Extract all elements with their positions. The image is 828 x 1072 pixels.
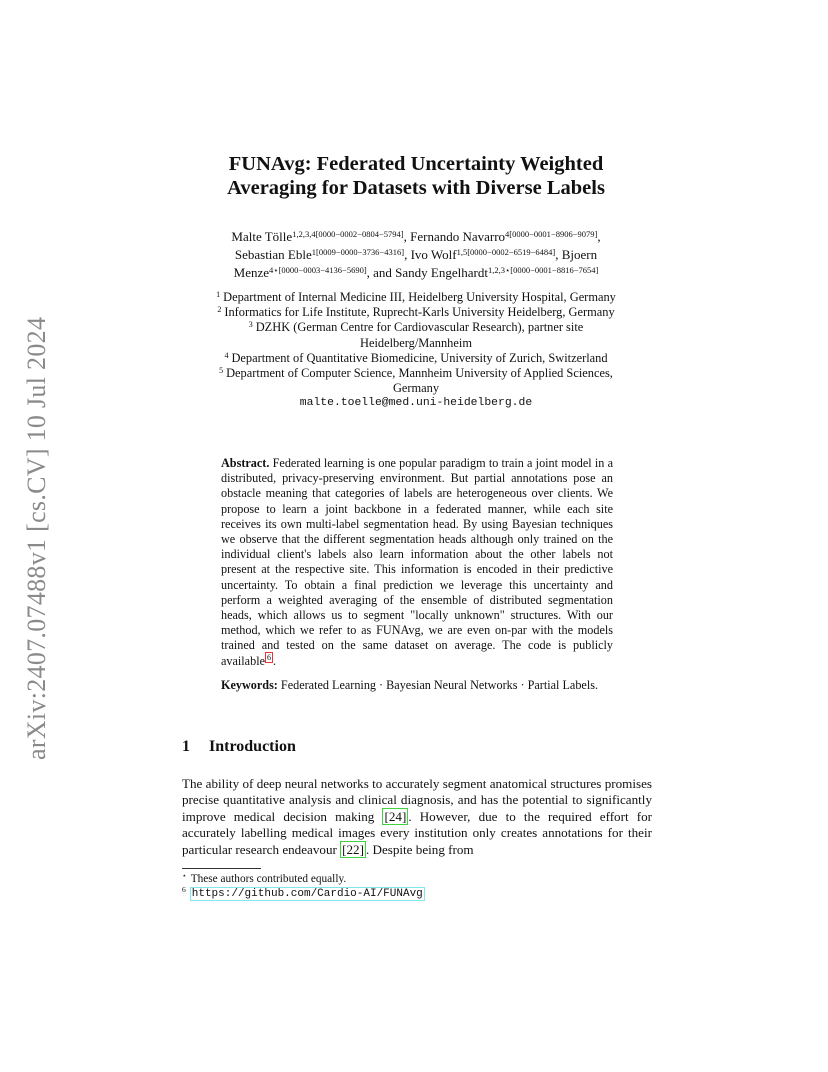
citation-22[interactable]: [22]	[342, 841, 364, 857]
footnote-equal-contribution	[182, 872, 346, 886]
abstract-end: .	[272, 653, 277, 668]
keywords-label: Keywords:	[221, 678, 278, 692]
footnote-rule	[182, 868, 261, 869]
keywords-text: Federated Learning · Bayesian Neural Networks · Partial Labels.	[280, 678, 599, 692]
footnote-code-link	[182, 886, 425, 901]
section-title: Introduction	[209, 738, 296, 755]
affiliation	[170, 305, 662, 320]
author-affil-orcid: 4[0000−0001−8906−9079]	[505, 229, 598, 239]
author-line-3	[160, 264, 672, 282]
author-name: Menze	[233, 265, 270, 280]
affiliation	[170, 290, 662, 305]
author-separator: ,	[597, 229, 601, 244]
affiliation-number: 2	[217, 305, 222, 315]
affiliation-number: 4	[224, 350, 229, 360]
author-name: , Ivo Wolf	[404, 247, 457, 262]
affiliation-number: 5	[219, 366, 224, 376]
affiliation-number: 3	[248, 320, 253, 330]
affiliation-text: DZHK (German Centre for Cardiovascular Research), partner site Heidelberg/Mannheim	[255, 320, 584, 350]
affiliation-text: Department of Internal Medicine III, Heidelberg University Hospital, Germany	[223, 290, 616, 304]
footnote-mark: ⋆	[182, 871, 187, 880]
footnote-text: These authors contributed equally.	[190, 873, 347, 885]
author-name: , Fernando Navarro	[403, 229, 506, 244]
arxiv-stamp: arXiv:2407.07488v1 [cs.CV] 10 Jul 2024	[22, 316, 51, 760]
intro-text: The ability of deep neural networks to accurately segment anatomical structures promises precise quantitative analysis and clinical diagnosis, and has the potential to significantly improve medical decision making	[182, 776, 652, 824]
intro-paragraph	[182, 776, 652, 858]
abstract-text: Federated learning is one popular paradigm to train a joint model in a distributed, privacy-preserving environment. But partial annotations pose an obstacle meaning that categories of labels are heterogeneous over clients. We propose to learn a joint backbone in a federated manner, while each site receives its own multi-label segmentation head. By using Bayesian techniques we observe that the different segmentation heads although only trained on the individual client's labels also learn information about the other labels not present at the respective site. This information is encoded in their predictive uncertainty. To obtain a final prediction we leverage this uncertainty and perform a weighted averaging of the ensemble of distributed segmentation heads, which allows us to segment "locally unknown" structures. With our method, which we refer to as FUNAvg, we are even on-par with the models trained and tested on the same dataset on average. The code is publicly available	[221, 456, 613, 668]
author-name: , Bjoern	[555, 247, 598, 262]
affiliation-text: Informatics for Life Institute, Ruprecht-Karls University Heidelberg, Germany	[224, 305, 615, 320]
affiliation	[170, 351, 662, 366]
author-affil-orcid: 1,2,3,4[0000−0002−0804−5794]	[292, 229, 404, 239]
author-name: , and Sandy Engelhardt	[366, 265, 488, 280]
affiliation-text: Department of Quantitative Biomedicine, University of Zurich, Switzerland	[231, 350, 608, 365]
title-line-2: Averaging for Datasets with Diverse Labels	[227, 177, 605, 199]
affiliation-list	[170, 290, 662, 412]
github-link[interactable]: https://github.com/Cardio-AI/FUNAvg	[191, 888, 423, 900]
affiliation-text: Department of Computer Science, Mannheim University of Applied Sciences, Germany	[226, 366, 613, 396]
abstract	[221, 456, 613, 669]
section-heading	[182, 738, 296, 756]
affiliation	[170, 320, 662, 350]
citation-24[interactable]: [24]	[384, 808, 407, 824]
affiliation-number: 1	[216, 290, 221, 299]
title-line-1: FUNAvg: Federated Uncertainty Weighted	[228, 153, 604, 175]
author-name: Sebastian Eble	[234, 247, 312, 262]
author-line-2	[160, 246, 672, 264]
author-list	[160, 228, 672, 282]
intro-text: . Despite being from	[365, 841, 474, 857]
abstract-label: Abstract.	[221, 456, 270, 470]
footnote-mark: 6	[182, 885, 186, 894]
footnote-ref-6[interactable]: 6	[266, 652, 271, 662]
affiliation	[170, 366, 662, 396]
keywords	[221, 678, 613, 693]
author-email[interactable]: malte.toelle@med.uni-heidelberg.de	[299, 397, 533, 410]
author-line-1	[160, 228, 672, 246]
paper-title	[150, 152, 682, 200]
section-number: 1	[182, 738, 190, 755]
intro-text: . However, due to the required effort for accurately labelling medical images every institution only creates annotations for their particular research endeavour	[182, 808, 652, 857]
author-affil-orcid: 1,5[0000−0002−6519−6484]	[456, 247, 556, 257]
author-affil-orcid: 1[0009−0000−3736−4316]	[311, 247, 405, 257]
author-name: Malte Tölle	[231, 229, 293, 244]
author-affil-orcid: 1,2,3⋆[0000−0001−8816−7654]	[487, 265, 599, 275]
author-affil-orcid: 4⋆[0000−0003−4136−5690]	[269, 265, 367, 275]
